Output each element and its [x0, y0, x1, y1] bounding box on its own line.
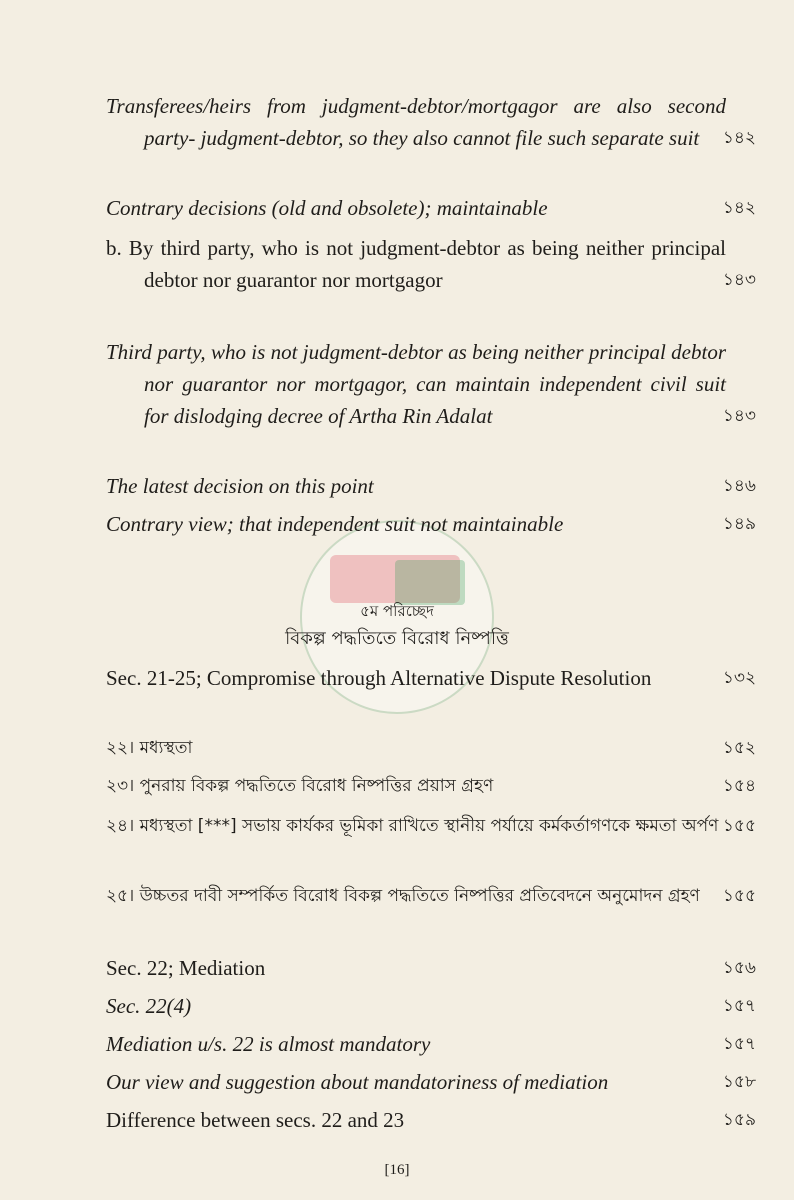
entry-text: b. By third party, who is not judgment-debtor as being neither principal debtor nor guarantor nor mortgagor [106, 236, 726, 292]
entry-page: ১৫৫ [722, 886, 756, 906]
entry-text: Contrary decisions (old and obsolete); maintainable [106, 196, 548, 220]
index-entry [106, 990, 756, 1022]
index-entry [106, 470, 756, 502]
entry-text: Contrary view; that independent suit not maintainable [106, 512, 564, 536]
entry-text: Our view and suggestion about mandatoriness of mediation [106, 1070, 609, 1094]
index-entry [106, 192, 756, 224]
entry-page: ১৩২ [722, 668, 756, 688]
entry-page: ১৫৭ [722, 996, 756, 1016]
entry-page: ১৫৭ [722, 1034, 756, 1054]
entry-page: ১৫৯ [722, 1110, 756, 1130]
entry-text: ২৫। উচ্চতর দাবী সম্পর্কিত বিরোধ বিকল্প পদ্ধতিতে নিষ্পত্তির প্রতিবেদনে অনুমোদন গ্রহণ [106, 886, 700, 906]
entry-page: ১৫২ [722, 738, 756, 758]
entry-text: Sec. 21-25; Compromise through Alternative Dispute Resolution [106, 666, 652, 690]
entry-text: The latest decision on this point [106, 474, 374, 498]
chapter-number: ৫ম পরিচ্ছেদ [360, 602, 434, 620]
entry-page: ১৪৬ [722, 476, 756, 496]
index-entry [106, 508, 756, 540]
entry-page: ১৪৩ [722, 406, 756, 426]
index-entry [106, 952, 756, 984]
index-entry [106, 880, 756, 912]
index-entry [106, 1066, 756, 1098]
index-entry [106, 90, 756, 154]
index-entry [106, 1028, 756, 1060]
index-entry [106, 732, 756, 764]
entry-page: ১৪৯ [722, 514, 756, 534]
page-number: [16] [384, 1162, 410, 1178]
entry-page: ১৫৫ [722, 816, 756, 836]
entry-page: ১৪২ [722, 128, 756, 148]
entry-page: ১৫৬ [722, 958, 756, 978]
entry-page: ১৪৩ [722, 270, 756, 290]
entry-text: Difference between secs. 22 and 23 [106, 1108, 405, 1132]
entry-text: ২৪। মধ্যস্থতা [***] সভায় কার্যকর ভূমিকা রাখিতে স্থানীয় পর্যায়ে কর্মকর্তাগণকে ক্ষমতা অর্পণ [106, 816, 719, 836]
index-entry [106, 1104, 756, 1136]
entry-text: Transferees/heirs from judgment-debtor/mortgagor are also second party- judgment-debtor, so they also cannot file such separate suit [106, 94, 726, 150]
chapter-title: বিকল্প পদ্ধতিতে বিরোধ নিষ্পত্তি [285, 628, 509, 649]
entry-text: Third party, who is not judgment-debtor as being neither principal debtor nor guarantor nor mortgagor, can maintain independent civil suit for dislodging decree of Artha Rin Adalat [106, 340, 726, 428]
index-entry [106, 770, 756, 802]
entry-text: Sec. 22(4) [106, 994, 192, 1018]
index-entry [106, 662, 756, 694]
index-entry [106, 336, 756, 432]
entry-text: ২২। মধ্যস্থতা [106, 738, 193, 758]
entry-page: ১৫৮ [722, 1072, 756, 1092]
watermark-logo-green [395, 560, 465, 605]
entry-page: ১৫৪ [722, 776, 756, 796]
entry-text: ২৩। পুনরায় বিকল্প পদ্ধতিতে বিরোধ নিষ্পত্তির প্রয়াস গ্রহণ [106, 776, 494, 796]
entry-text: Mediation u/s. 22 is almost mandatory [106, 1032, 431, 1056]
entry-text: Sec. 22; Mediation [106, 956, 266, 980]
index-entry [106, 810, 756, 842]
index-entry [106, 232, 756, 296]
entry-page: ১৪২ [722, 198, 756, 218]
